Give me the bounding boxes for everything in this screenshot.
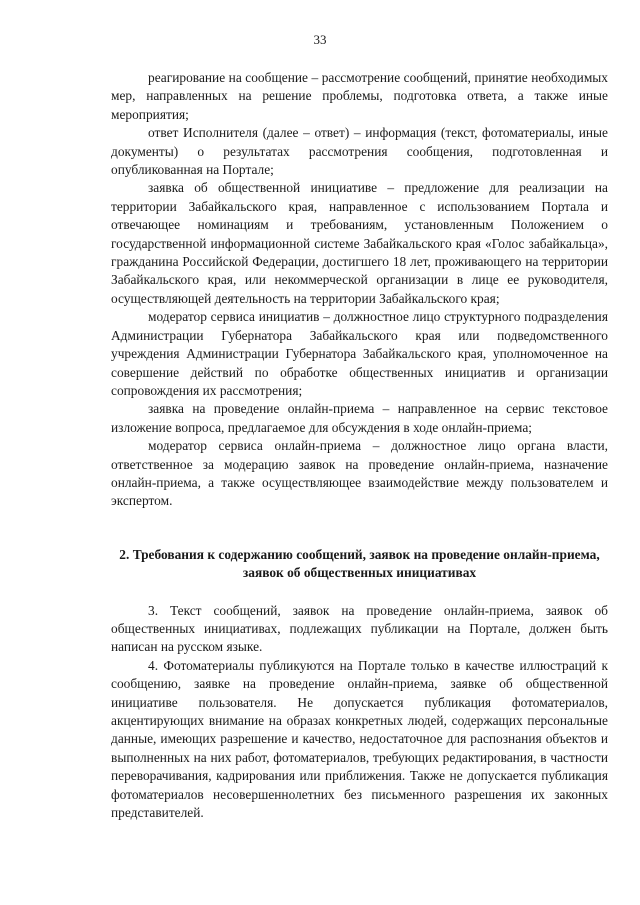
definition-paragraph: реагирование на сообщение – рассмотрение сообщений, принятие необходимых мер, направленных на решение проблемы, подготовка ответа, а также иные мероприятия; — [111, 70, 608, 122]
document-body — [111, 69, 608, 822]
definition-paragraph: модератор сервиса онлайн-приема – должностное лицо органа власти, ответственное за модерацию заявок на проведение онлайн-приема, назначение онлайн-приема, а также осуществляющее взаимодействие между пользователем и экспертом. — [111, 438, 608, 509]
definition-paragraph: модератор сервиса инициатив – должностное лицо структурного подразделения Администрации Губернатора Забайкальского края или подведомственного учреждения Администрации Губернатора Забайкальского края, уполномоченное на совершение действий по обработке общественных инициатив и организации сопровождения их рассмотрения; — [111, 309, 608, 398]
spacer — [111, 583, 608, 602]
section-paragraph: 3. Текст сообщений, заявок на проведение онлайн-приема, заявок об общественных инициативах, подлежащих публикации на Портале, должен быть написан на русском языке. — [111, 602, 608, 655]
section-paragraph: 4. Фотоматериалы публикуются на Портале только в качестве иллюстраций к сообщению, заявке на проведение онлайн-приема, заявке об общественной инициативе пользователя. Не допускается публикация фотоматериалов, акцентирующих внимание на образах конкретных людей, содержащих персональные данные, имеющих разрешение и качество, недостаточное для распознания объектов и выполненных на них работ, фотоматериалов, требующих редактирования, в частности переворачивания, кадрирования или приближения. Также не допускается публикация фотоматериалов несовершеннолетних без письменного разрешения их законных представителей. — [111, 657, 608, 821]
definition-paragraph: ответ Исполнителя (далее – ответ) – информация (текст, фотоматериалы, иные документы) о результатах рассмотрения сообщения, подготовленная и опубликованная на Портале; — [111, 125, 608, 178]
definition-paragraph: заявка об общественной инициативе – предложение для реализации на территории Забайкальского края, направленное с использованием Портала и отвечающее номинациям и требованиям, установленным Положением о государственной информационной системе Забайкальского края «Голос забайкальца», гражданина Российской Федерации, достигшего 18 лет, проживающего на территории Забайкальского края, или некоммерческой организации в лице ее руководителя, осуществляющей деятельность на территории Забайкальского края; — [111, 180, 608, 306]
definition-paragraph: заявка на проведение онлайн-приема – направленное на сервис текстовое изложение вопроса, предлагаемое для обсуждения в ходе онлайн-приема; — [111, 401, 608, 435]
page-number: 33 — [313, 32, 327, 47]
section-heading: 2. Требования к содержанию сообщений, заявок на проведение онлайн-приема, заявок об общественных инициативах — [119, 546, 600, 581]
